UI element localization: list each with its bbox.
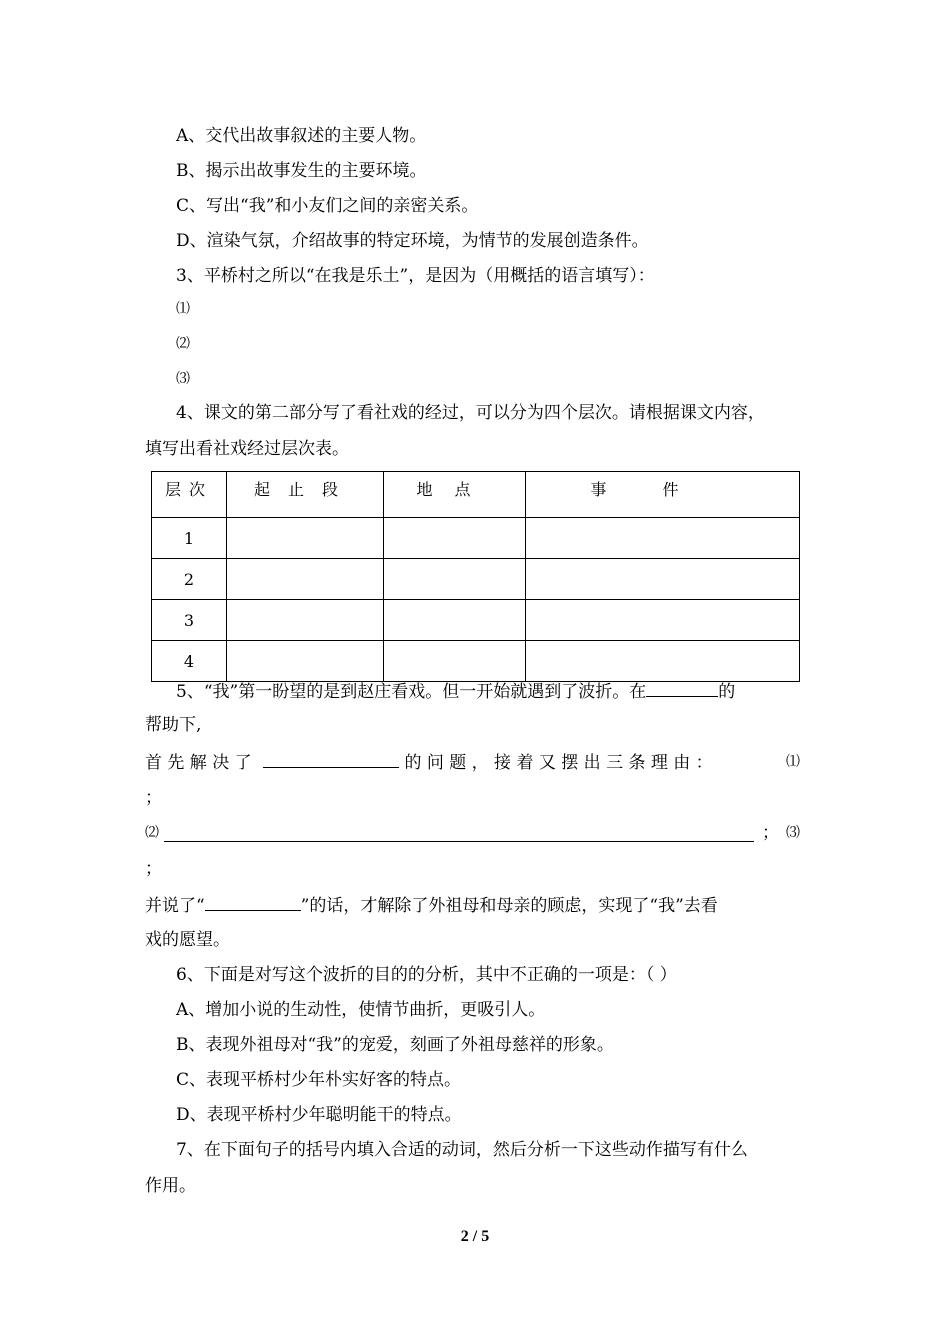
question-3-item-1: ⑴ xyxy=(176,301,190,317)
option-a-q6: A、增加小说的生动性，使情节曲折，更吸引人。 xyxy=(176,1000,546,1020)
q5-line3-text-b: 的 问 题 ， 接 着 又 摆 出 三 条 理 由 ： xyxy=(404,753,713,773)
cell-event[interactable] xyxy=(526,641,800,682)
row-number: 4 xyxy=(152,641,227,682)
table-row xyxy=(152,641,800,682)
blank-helper[interactable] xyxy=(646,678,718,697)
row-number: 3 xyxy=(152,600,227,641)
option-c-q2: C、写出“我”和小友们之间的亲密关系。 xyxy=(176,196,479,216)
q5-line1-end: 的 xyxy=(718,682,736,702)
reason-2-end: ； xyxy=(762,823,779,843)
row-number: 1 xyxy=(152,518,227,559)
question-5-line-4: ； xyxy=(145,788,162,808)
question-5-line-3 xyxy=(145,749,713,775)
question-3-stem: 3、平桥村之所以“在我是乐土”，是因为（用概括的语言填写）： xyxy=(176,266,655,286)
table-header-row xyxy=(152,472,800,518)
option-b-q2: B、揭示出故事发生的主要环境。 xyxy=(176,161,427,181)
option-b-q6: B、表现外祖母对“我”的宠爱，刻画了外祖母慈祥的形象。 xyxy=(176,1035,614,1055)
cell-location[interactable] xyxy=(384,641,526,682)
option-d-q6: D、表现平桥村少年聪明能干的特点。 xyxy=(176,1105,462,1125)
cell-location[interactable] xyxy=(384,518,526,559)
question-4-line-2: 填写出看社戏经过层次表。 xyxy=(145,439,349,459)
cell-location[interactable] xyxy=(384,600,526,641)
blank-quote[interactable] xyxy=(205,892,301,911)
question-7-line-2: 作用。 xyxy=(145,1176,196,1196)
question-5-line-8: 戏的愿望。 xyxy=(145,930,230,950)
blank-problem[interactable] xyxy=(263,749,399,768)
page-number: 2 / 5 xyxy=(460,1228,490,1245)
option-d-q2: D、渲染气氛，介绍故事的特定环境，为情节的发展创造条件。 xyxy=(176,231,649,251)
question-4-line-1: 4、课文的第二部分写了看社戏的经过，可以分为四个层次。请根据课文内容， xyxy=(176,403,765,423)
table-row xyxy=(152,559,800,600)
question-7-line-1: 7、在下面句子的括号内填入合适的动词，然后分析一下这些动作描写有什么 xyxy=(176,1140,748,1160)
layers-table xyxy=(151,471,800,682)
q5-line7-text-a: 并说了“ xyxy=(145,896,205,916)
blank-reason-2[interactable] xyxy=(164,823,754,842)
header-event: 事件 xyxy=(526,472,800,518)
question-5-line-6: ； xyxy=(145,859,162,879)
header-paragraphs: 起止段 xyxy=(227,472,384,518)
option-c-q6: C、表现平桥村少年朴实好客的特点。 xyxy=(176,1070,462,1090)
question-5-line-1 xyxy=(176,678,735,704)
question-5-line-2: 帮助下, xyxy=(145,715,202,735)
q5-line1-text: 5、“我”第一盼望的是到赵庄看戏。但一开始就遇到了波折。在 xyxy=(176,682,647,702)
reason-1-marker: ⑴ xyxy=(786,754,800,770)
cell-paragraphs[interactable] xyxy=(227,559,384,600)
cell-event[interactable] xyxy=(526,600,800,641)
header-layer: 层次 xyxy=(152,472,227,518)
cell-paragraphs[interactable] xyxy=(227,641,384,682)
question-3-item-3: ⑶ xyxy=(176,371,190,387)
option-a-q2: A、交代出故事叙述的主要人物。 xyxy=(176,126,427,146)
table-row xyxy=(152,600,800,641)
question-5-line-7 xyxy=(145,892,718,918)
row-number: 2 xyxy=(152,559,227,600)
cell-paragraphs[interactable] xyxy=(227,600,384,641)
cell-paragraphs[interactable] xyxy=(227,518,384,559)
reason-2-marker: ⑵ xyxy=(145,825,159,841)
reason-3-marker: ⑶ xyxy=(786,825,800,841)
question-3-item-2: ⑵ xyxy=(176,336,190,352)
cell-event[interactable] xyxy=(526,518,800,559)
question-6-stem: 6、下面是对写这个波折的目的的分析，其中不正确的一项是：（ ） xyxy=(176,965,677,985)
cell-location[interactable] xyxy=(384,559,526,600)
table-row xyxy=(152,518,800,559)
cell-event[interactable] xyxy=(526,559,800,600)
header-location: 地点 xyxy=(384,472,526,518)
q5-line3-text-a: 首 先 解 决 了 xyxy=(145,753,252,773)
q5-line7-text-b: ”的话，才解除了外祖母和母亲的顾虑，实现了“我”去看 xyxy=(300,896,718,916)
